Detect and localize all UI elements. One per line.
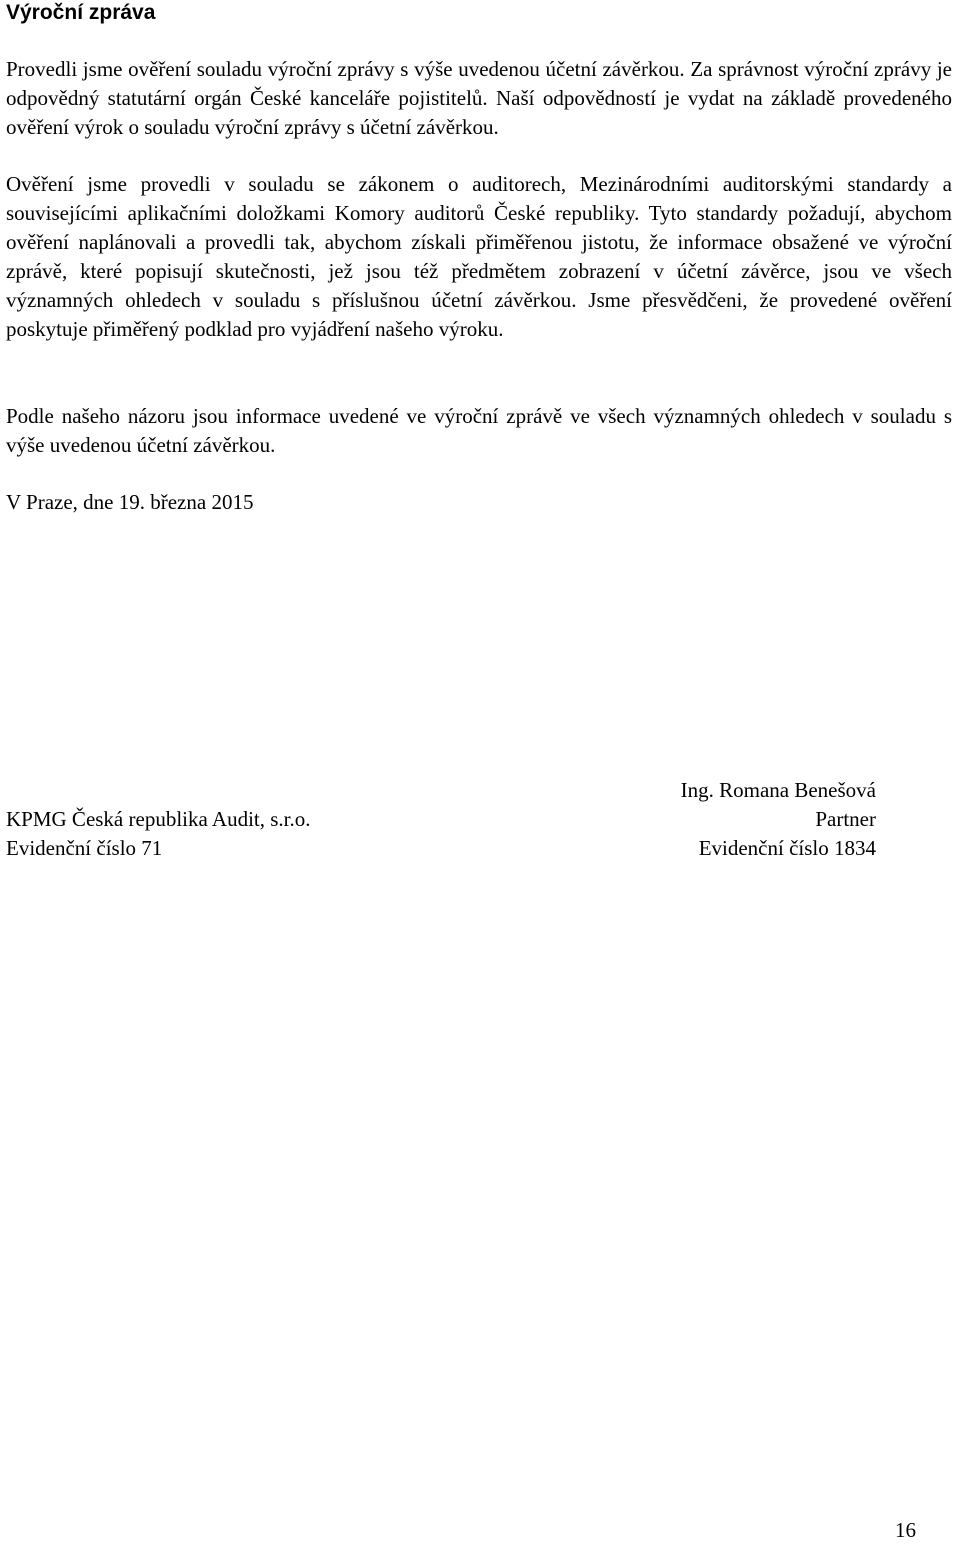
paragraph-standards: Ověření jsme provedli v souladu se zákonem o auditorech, Mezinárodními auditorskými standardy a souvisejícími aplikačními doložkami Komory auditorů České republiky. Tyto standardy požadují, abychom ověření naplánovali a provedli tak, abychom získali přiměřenou jistotu, že informace obsažené ve výroční zprávě, které popisují skutečnosti, jež jsou též předmětem zobrazení v účetní závěrce, jsou ve všech významných ohledech v souladu s příslušnou účetní závěrkou. Jsme přesvědčeni, že provedené ověření poskytuje přiměřený podklad pro vyjádření našeho výroku.: [6, 172, 952, 341]
page-number: 16: [895, 1518, 916, 1542]
company-name: KPMG Česká republika Audit, s.r.o.: [6, 807, 311, 831]
partner-role: Partner: [815, 807, 876, 831]
paragraph-responsibility: Provedli jsme ověření souladu výroční zprávy s výše uvedenou účetní závěrkou. Za správnost výroční zprávy je odpovědný statutární orgán České kanceláře pojistitelů. Naší odpovědností je vydat na základě provedeného ověření výrok o souladu výroční zprávy s účetní závěrkou.: [6, 57, 952, 139]
company-registration: Evidenční číslo 71: [6, 836, 163, 860]
date-line: V Praze, dne 19. března 2015: [6, 490, 254, 514]
paragraph-opinion: Podle našeho názoru jsou informace uvedené ve výroční zprávě ve všech významných ohledech v souladu s výše uvedenou účetní závěrkou.: [6, 404, 952, 457]
partner-registration: Evidenční číslo 1834: [698, 836, 876, 860]
signature-block-partner: [681, 776, 876, 863]
signature-block-company: [6, 805, 311, 863]
section-heading: Výroční zpráva: [6, 1, 156, 24]
partner-name: Ing. Romana Benešová: [680, 778, 876, 802]
